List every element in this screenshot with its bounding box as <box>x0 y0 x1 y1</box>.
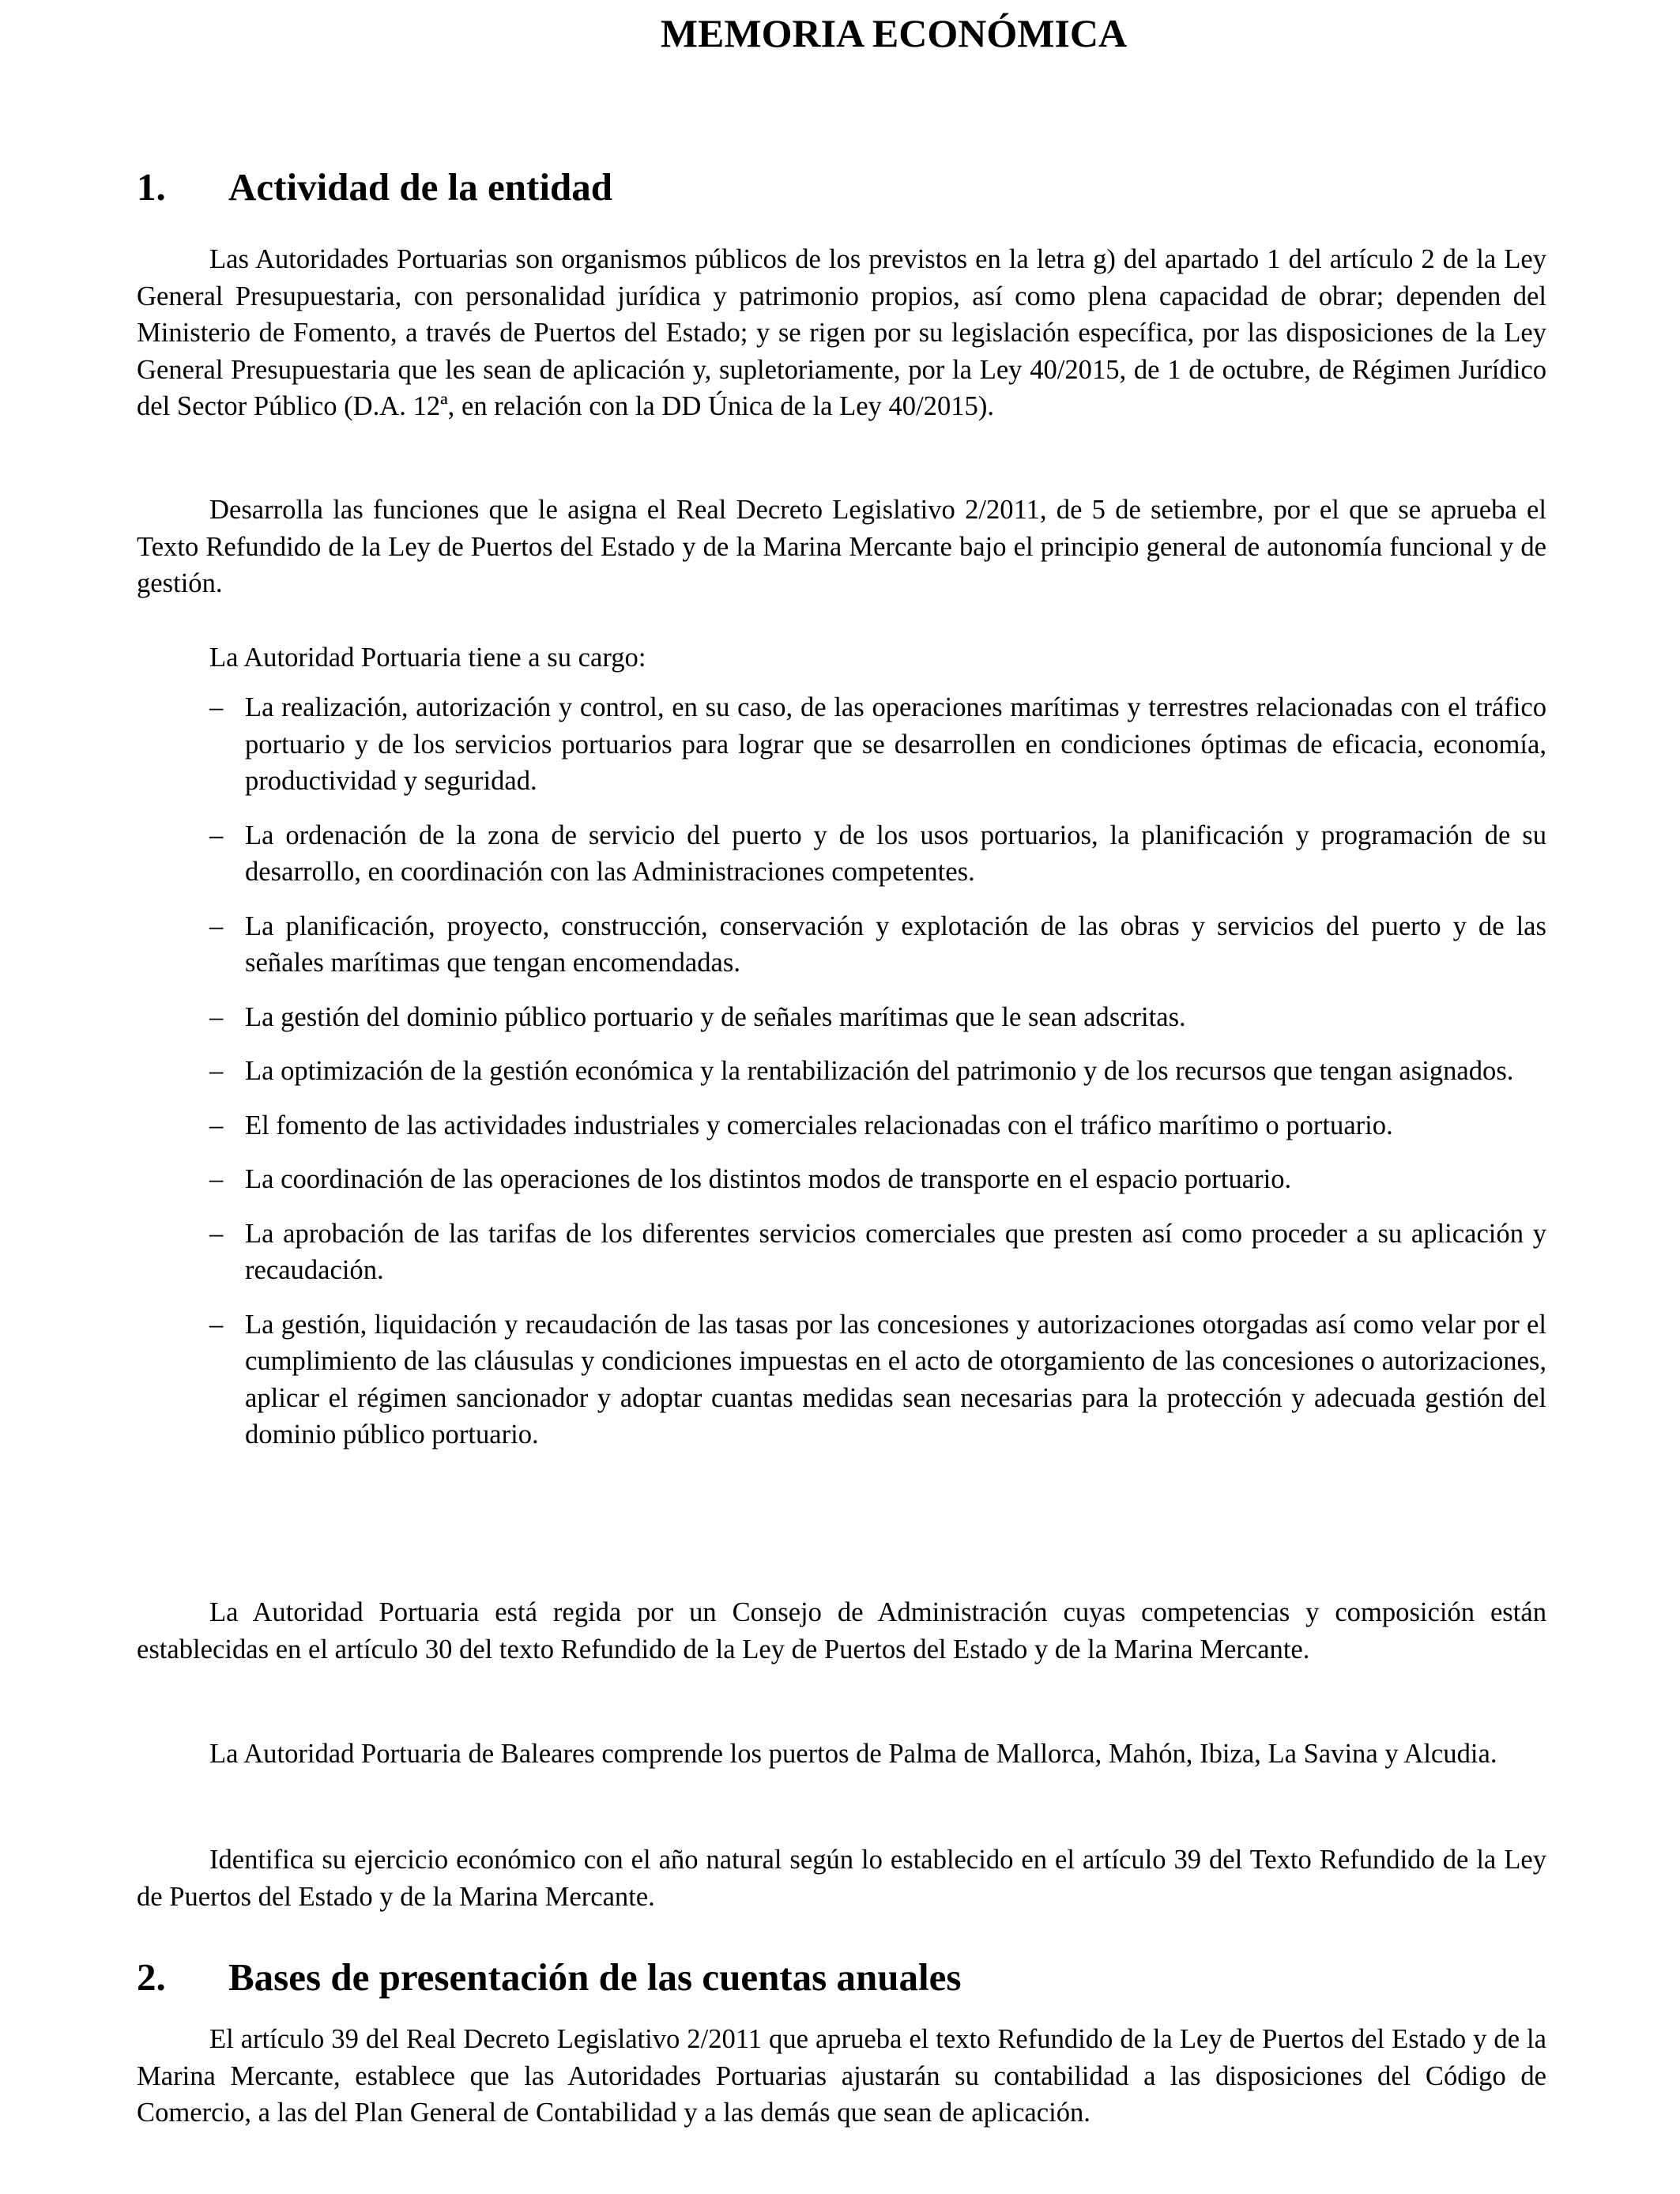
section-1-paragraph-2: Desarrolla las funciones que le asigna el Real Decreto Legislativo 2/2011, de 5 de setiembre, por el que se aprueba el Texto Refundido de la Ley de Puertos del Estado y de la Marina Mercante bajo el principio general de autonomía funcional y de gestión. <box>137 495 1546 598</box>
dash-bullet: – <box>209 1001 224 1032</box>
dash-bullet: – <box>209 1164 224 1194</box>
section-2-number: 2. <box>137 1955 166 1999</box>
dash-bullet: – <box>209 1056 224 1086</box>
section-2-heading <box>137 1954 961 2001</box>
section-2-paragraph-1: El artículo 39 del Real Decreto Legislativo 2/2011 que aprueba el texto Refundido de la Ley de Puertos del Estado y de la Marina Mercante, establece que las Autoridades Portuarias ajustarán su contabilidad a las disposiciones del Código de Comercio, a las del Plan General de Contabilidad y a las demás que sean de aplicación. <box>137 2024 1546 2128</box>
list-item: – La coordinación de las operaciones de los distintos modos de transporte en el espacio portuario. <box>137 1161 1546 1198</box>
dash-bullet: – <box>209 910 224 941</box>
dash-bullet: – <box>209 692 224 722</box>
list-item: – La ordenación de la zona de servicio del puerto y de los usos portuarios, la planificación y programación de su desarrollo, en coordinación con las Administraciones competentes. <box>137 817 1546 891</box>
dash-bullet: – <box>209 1110 224 1140</box>
section-1-heading <box>137 164 612 211</box>
section-1-title: Actividad de la entidad <box>228 165 612 209</box>
responsibilities-list <box>137 689 1546 1471</box>
document-title: MEMORIA ECONÓMICA <box>660 11 1128 55</box>
list-item: – La planificación, proyecto, construcción, conservación y explotación de las obras y servicios del puerto y de las señales marítimas que tengan encomendadas. <box>137 908 1546 982</box>
dash-bullet: – <box>209 820 224 850</box>
dash-bullet: – <box>209 1218 224 1249</box>
section-1-paragraph-4: La Autoridad Portuaria de Baleares comprende los puertos de Palma de Mallorca, Mahón, Ibiza, La Savina y Alcudia. <box>209 1739 1497 1769</box>
list-item: – La realización, autorización y control, en su caso, de las operaciones marítimas y terrestres relacionadas con el tráfico portuario y de los servicios portuarios para lograr que se desarrollen en condiciones óptimas de eficacia, economía, productividad y seguridad. <box>137 689 1546 800</box>
list-item: – La gestión del dominio público portuario y de señales marítimas que le sean adscritas. <box>137 999 1546 1036</box>
list-item: – La aprobación de las tarifas de los diferentes servicios comerciales que presten así como proceder a su aplicación y recaudación. <box>137 1216 1546 1289</box>
section-1-number: 1. <box>137 165 166 209</box>
list-item: – La gestión, liquidación y recaudación de las tasas por las concesiones y autorizaciones otorgadas así como velar por el cumplimiento de las cláusulas y condiciones impuestas en el acto de otorgamiento de las concesiones o autorizaciones, aplicar el régimen sancionador y adoptar cuantas medidas sean necesarias para la protección y adecuada gestión del dominio público portuario. <box>137 1306 1546 1453</box>
section-1-paragraph-1: Las Autoridades Portuarias son organismos públicos de los previstos en la letra g) del apartado 1 del artículo 2 de la Ley General Presupuestaria, con personalidad jurídica y patrimonio propios, así como plena capacidad de obrar; dependen del Ministerio de Fomento, a través de Puertos del Estado; y se rigen por su legislación específica, por las disposiciones de la Ley General Presupuestaria que les sean de aplicación y, supletoriamente, por la Ley 40/2015, de 1 de octubre, de Régimen Jurídico del Sector Público (D.A. 12ª, en relación con la DD Única de la Ley 40/2015). <box>137 244 1546 421</box>
dash-bullet: – <box>209 1309 224 1340</box>
list-item: – La optimización de la gestión económica y la rentabilización del patrimonio y de los recursos que tengan asignados. <box>137 1053 1546 1090</box>
section-1-paragraph-5: Identifica su ejercicio económico con el año natural según lo establecido en el artículo 39 del Texto Refundido de la Ley de Puertos del Estado y de la Marina Mercante. <box>137 1845 1546 1912</box>
section-2-title: Bases de presentación de las cuentas anuales <box>228 1955 962 1999</box>
section-1-paragraph-3: La Autoridad Portuaria está regida por un Consejo de Administración cuyas competencias y composición están establecidas en el artículo 30 del texto Refundido de la Ley de Puertos del Estado y de la Marina Mercante. <box>137 1597 1546 1664</box>
section-1-list-intro: La Autoridad Portuaria tiene a su cargo: <box>209 643 646 673</box>
list-item: – El fomento de las actividades industriales y comerciales relacionadas con el tráfico marítimo o portuario. <box>137 1107 1546 1144</box>
